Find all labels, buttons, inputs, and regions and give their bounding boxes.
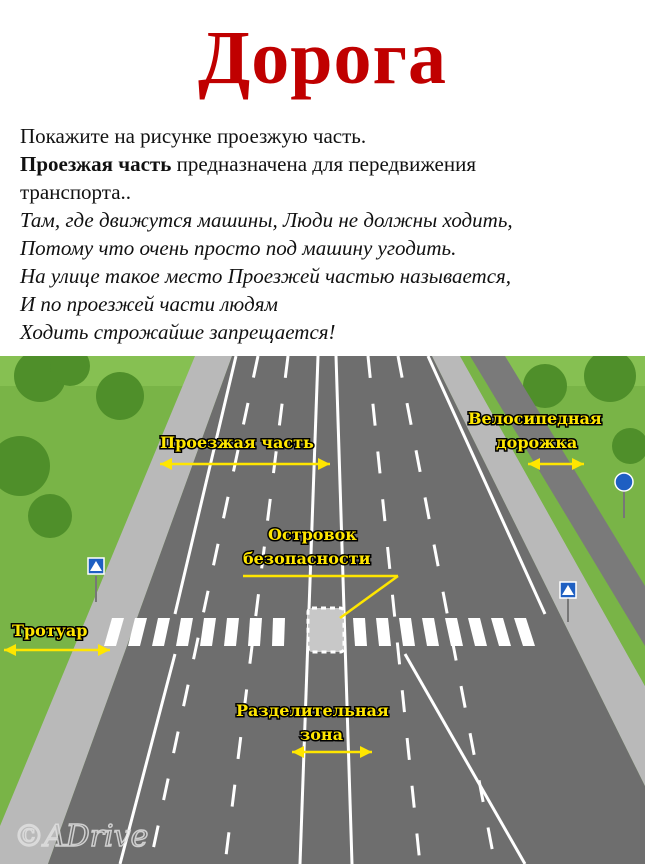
divider-label-1: Разделительная bbox=[236, 701, 389, 720]
sidewalk-label: Тротуар bbox=[12, 621, 88, 640]
bike-path-label-2: дорожка bbox=[496, 433, 578, 452]
carriageway-annotation bbox=[160, 433, 330, 470]
poem-line: И по проезжей части людям bbox=[20, 292, 278, 316]
poem-line: Там, где движутся машины, Люди не должны ходить, bbox=[20, 208, 513, 232]
instruction-line: Покажите на рисунке проезжую часть. bbox=[20, 124, 367, 148]
watermark: ©ADrive bbox=[14, 819, 149, 854]
definition-line-2: транспорта.. bbox=[20, 180, 132, 204]
poem-line: На улице такое место Проезжей частью называется, bbox=[20, 264, 512, 288]
definition-term: Проезжая часть bbox=[20, 152, 172, 176]
safety-island-label-1: Островок bbox=[268, 525, 357, 544]
text-block bbox=[20, 122, 630, 346]
divider-label-2: зона bbox=[300, 725, 343, 744]
road-illustration bbox=[0, 356, 645, 864]
bike-path-label-1: Велосипедная bbox=[468, 409, 602, 428]
poem-line: Потому что очень просто под машину угодить. bbox=[20, 236, 457, 260]
safety-island bbox=[308, 608, 344, 652]
page-title: Дорога bbox=[197, 16, 448, 100]
definition-text: предназначена для передвижения bbox=[171, 152, 477, 176]
safety-island-label-2: безопасности bbox=[243, 549, 371, 568]
definition-line bbox=[20, 150, 630, 178]
carriageway-label: Проезжая часть bbox=[160, 433, 314, 452]
poem-line: Ходить строжайше запрещается! bbox=[20, 320, 336, 344]
